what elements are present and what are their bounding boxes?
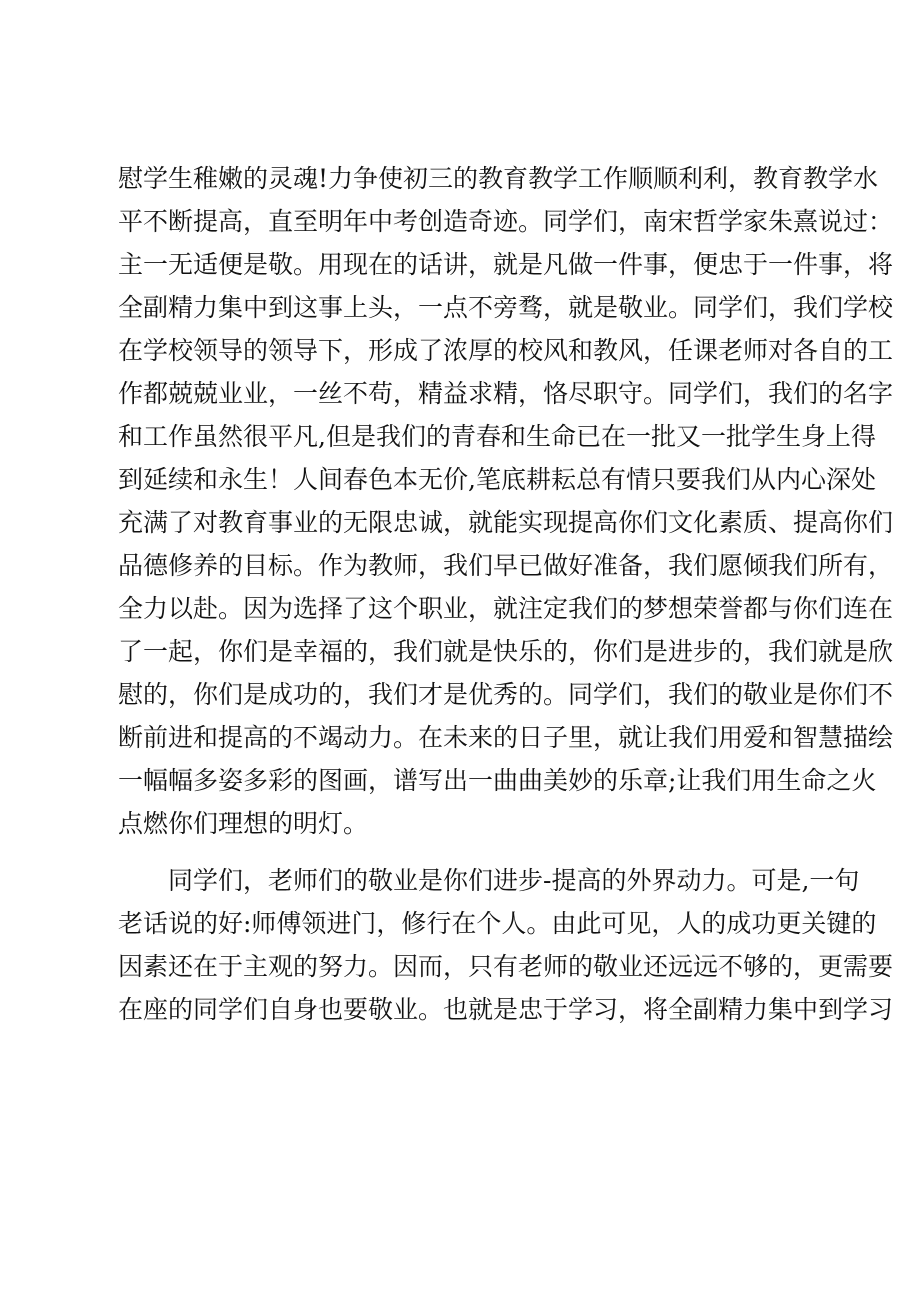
text-line: 品德修养的目标。作为教师，我们早已做好准备，我们愿倾我们所有， bbox=[118, 551, 894, 580]
text-line: 和工作虽然很平凡,但是我们的青春和生命已在一批又一批学生身上得 bbox=[118, 422, 876, 451]
text-line: 断前进和提高的不竭动力。在未来的日子里，就让我们用爱和智慧描绘 bbox=[118, 723, 894, 752]
text-line: 慰的，你们是成功的，我们才是优秀的。同学们，我们的敬业是你们不 bbox=[118, 680, 894, 709]
text-line: 充满了对教育事业的无限忠诚，就能实现提高你们文化素质、提高你们 bbox=[118, 508, 894, 537]
text-line: 到延续和永生！人间春色本无价,笔底耕耘总有情只要我们从内心深处 bbox=[118, 465, 876, 494]
text-line: 一幅幅多姿多彩的图画，谱写出一曲曲美妙的乐章;让我们用生命之火 bbox=[118, 766, 877, 795]
text-line: 主一无适便是敬。用现在的话讲，就是凡做一件事，便忠于一件事，将 bbox=[118, 250, 894, 279]
text-line: 在座的同学们自身也要敬业。也就是忠于学习，将全副精力集中到学习 bbox=[118, 995, 894, 1024]
text-line: 老话说的好:师傅领进门，修行在个人。由此可见，人的成功更关键的 bbox=[118, 909, 877, 938]
text-line: 因素还在于主观的努力。因而，只有老师的敬业还远远不够的，更需要 bbox=[118, 952, 894, 981]
text-line: 平不断提高，直至明年中考创造奇迹。同学们，南宋哲学家朱熹说过： bbox=[118, 207, 894, 236]
text-line: 点燃你们理想的明灯。 bbox=[118, 809, 369, 838]
text-line: 慰学生稚嫩的灵魂!力争使初三的教育教学工作顺顺利利，教育教学水 bbox=[118, 164, 879, 193]
text-line: 全副精力集中到这事上头，一点不旁骛，就是敬业。同学们，我们学校 bbox=[118, 293, 894, 322]
text-line: 同学们，老师们的敬业是你们进步-提高的外界动力。可是,一句 bbox=[168, 866, 860, 895]
text-line: 在学校领导的领导下，形成了浓厚的校风和教风，任课老师对各自的工 bbox=[118, 336, 894, 365]
text-line: 全力以赴。因为选择了这个职业，就注定我们的梦想荣誉都与你们连在 bbox=[118, 594, 894, 623]
text-line: 了一起，你们是幸福的，我们就是快乐的，你们是进步的，我们就是欣 bbox=[118, 637, 894, 666]
text-line: 作都兢兢业业，一丝不苟，精益求精，恪尽职守。同学们，我们的名字 bbox=[118, 379, 894, 408]
